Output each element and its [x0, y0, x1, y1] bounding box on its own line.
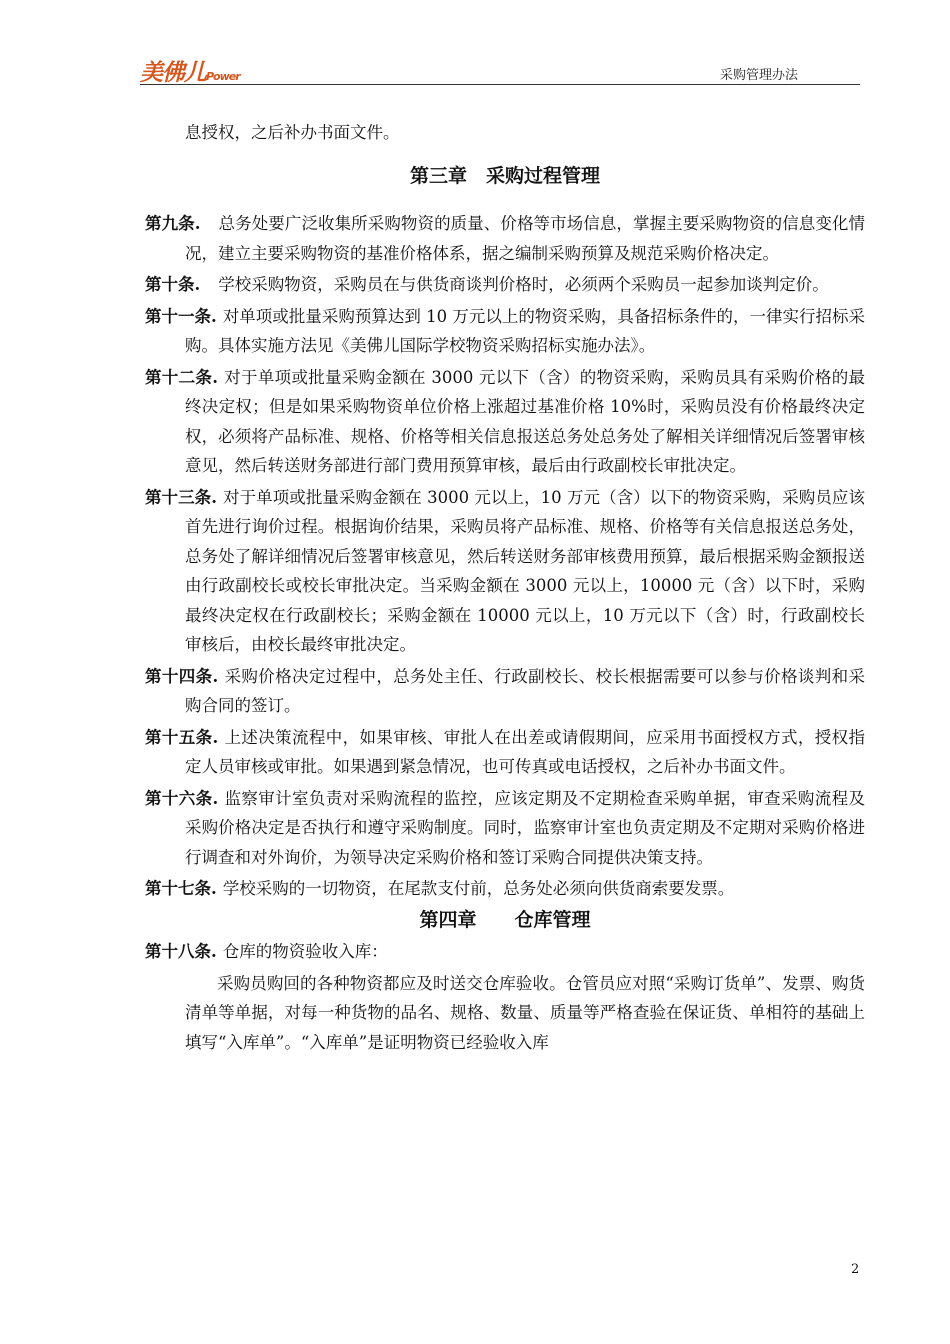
continuation-text: 息授权，之后补办书面文件。 [185, 123, 400, 142]
article-label: 第十二条. [145, 367, 218, 387]
page-number: 2 [851, 1262, 860, 1277]
logo-text: 美佛儿 [140, 60, 206, 86]
article-14 [145, 662, 865, 721]
article-text: 采购价格决定过程中，总务处主任、行政副校长、校长根据需要可以参与价格谈判和采购合同的签订。 [185, 666, 866, 715]
article-18 [145, 937, 865, 967]
chapter-4-heading: 第四章 仓库管理 [419, 908, 591, 931]
document-body [145, 118, 865, 1057]
article-text: 上述决策流程中，如果审核、审批人在出差或请假期间，应采用书面授权方式，授权指定人员审核或审批。如果遇到紧急情况，也可传真或电话授权，之后补办书面文件。 [185, 727, 866, 776]
article-text: 学校采购的一切物资，在尾款支付前，总务处必须向供货商索要发票。 [222, 879, 735, 898]
article-text: 对单项或批量采购预算达到 10 万元以上的物资采购，具备招标条件的，一律实行招标采购。具体实施方法见《美佛儿国际学校物资采购招标实施办法》。 [185, 306, 865, 355]
article-18-paragraph: 采购员购回的各种物资都应及时送交仓库验收。仓管员应对照“采购订货单”、发票、购货清单等单据，对每一种货物的品名、规格、数量、质量等严格查验在保证货、单相符的基础上填写“入库单”。“入库单”是证明物资已经验收入库 [185, 973, 865, 1052]
article-text: 仓库的物资验收入库： [222, 942, 388, 961]
article-label: 第十六条. [145, 788, 219, 808]
article-label: 第十一条. [145, 306, 217, 326]
article-label: 第十五条. [145, 727, 219, 747]
article-13 [145, 483, 865, 660]
article-text: 学校采购物资，采购员在与供货商谈判价格时，必须两个采购员一起参加谈判定价。 [218, 275, 829, 294]
article-label: 第十八条. [145, 942, 217, 961]
article-label: 第十条. [145, 275, 201, 294]
article-text: 总务处要广泛收集所采购物资的质量、价格等市场信息，掌握主要采购物资的信息变化情况，建立主要采购物资的基准价格体系，据之编制采购预算及规范采购价格决定。 [185, 214, 866, 263]
article-text: 对于单项或批量采购金额在 3000 元以上，10 万元（含）以下的物资采购，采购员应该首先进行询价过程。根据询价结果，采购员将产品标准、规格、价格等有关信息报送总务处，总务处了解详细情况后签署审核意见，然后转送财务部审核费用预算，最后根据采购金额报送由行政副校长或校长审批决定。当采购金额在 3000 元以上，10000 元（含）以下时，采购最终决定权在行政副校长；采购金额在 10000 元以上，10 万元以下（含）时，行政副校长审核后，由校长最终审批决定。 [185, 487, 865, 654]
article-label: 第九条. [145, 214, 201, 233]
company-logo [140, 60, 240, 90]
article-17 [145, 874, 865, 904]
article-text: 监察审计室负责对采购流程的监控，应该定期及不定期检查采购单据，审查采购流程及采购价格决定是否执行和遵守采购制度。同时，监察审计室也负责定期及不定期对采购价格进行调查和对外询价，为领导决定采购价格和签订采购合同提供决策支持。 [185, 788, 866, 867]
logo-mark: Power [206, 70, 240, 83]
header-rule [140, 84, 860, 85]
article-12 [145, 363, 865, 481]
article-15 [145, 723, 865, 782]
article-9 [145, 209, 865, 268]
article-16 [145, 784, 865, 873]
article-label: 第十四条. [145, 666, 219, 686]
chapter-3-heading: 第三章 采购过程管理 [409, 164, 600, 187]
article-label: 第十三条. [145, 487, 217, 507]
article-11 [145, 302, 865, 361]
article-10 [145, 270, 865, 300]
header-title: 采购管理办法 [719, 68, 798, 83]
article-label: 第十七条. [145, 879, 217, 898]
article-text: 对于单项或批量采购金额在 3000 元以下（含）的物资采购，采购员具有采购价格的最终决定权；但是如果采购物资单位价格上涨超过基准价格 10%时，采购员没有价格最终决定权，必须将产品标准、规格、价格等相关信息报送总务处总务处了解相关详细情况后签署审核意见，然后转送财务部进行部门费用预算审核，最后由行政副校长审批决定。 [185, 367, 866, 475]
